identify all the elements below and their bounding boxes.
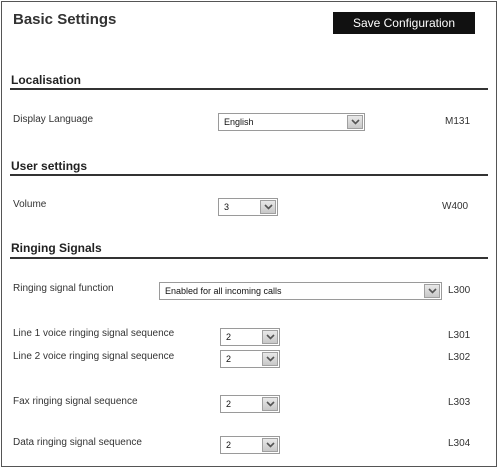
chevron-down-icon[interactable] (262, 438, 278, 452)
section-divider (10, 257, 488, 259)
line1-sequence-code: L301 (448, 330, 471, 341)
line2-sequence-select[interactable] (220, 350, 280, 368)
fax-sequence-value: 2 (226, 399, 232, 409)
ringing-function-code: L300 (448, 285, 471, 296)
volume-value: 3 (224, 202, 230, 212)
ringing-function-value: Enabled for all incoming calls (165, 286, 282, 296)
settings-panel (1, 1, 497, 467)
section-divider (10, 174, 488, 176)
display-language-label: Display Language (13, 114, 94, 125)
line1-sequence-value: 2 (226, 332, 232, 342)
section-title-user-settings: User settings (11, 159, 88, 173)
section-title-localisation: Localisation (11, 73, 82, 87)
line2-sequence-value: 2 (226, 354, 232, 364)
save-configuration-button[interactable]: Save Configuration (333, 12, 475, 34)
volume-label: Volume (13, 199, 47, 210)
page-title: Basic Settings (13, 11, 117, 28)
line2-sequence-code: L302 (448, 352, 471, 363)
section-divider (10, 88, 488, 90)
line2-sequence-label: Line 2 voice ringing signal sequence (13, 351, 175, 362)
data-sequence-value: 2 (226, 440, 232, 450)
chevron-down-icon[interactable] (260, 200, 276, 214)
chevron-down-icon[interactable] (347, 115, 363, 129)
line1-sequence-select[interactable] (220, 328, 280, 346)
section-title-ringing-signals: Ringing Signals (11, 241, 102, 255)
ringing-function-select[interactable] (159, 282, 442, 300)
volume-code: W400 (442, 201, 469, 212)
chevron-down-icon[interactable] (424, 284, 440, 298)
data-sequence-label: Data ringing signal sequence (13, 437, 142, 448)
display-language-code: M131 (445, 116, 471, 127)
chevron-down-icon[interactable] (262, 397, 278, 411)
display-language-value: English (224, 117, 254, 127)
fax-sequence-code: L303 (448, 397, 471, 408)
data-sequence-code: L304 (448, 438, 471, 449)
ringing-function-label: Ringing signal function (13, 283, 114, 294)
volume-select[interactable] (218, 198, 278, 216)
line1-sequence-label: Line 1 voice ringing signal sequence (13, 328, 175, 339)
fax-sequence-label: Fax ringing signal sequence (13, 396, 138, 407)
fax-sequence-select[interactable] (220, 395, 280, 413)
display-language-select[interactable] (218, 113, 365, 131)
chevron-down-icon[interactable] (262, 352, 278, 366)
data-sequence-select[interactable] (220, 436, 280, 454)
chevron-down-icon[interactable] (262, 330, 278, 344)
